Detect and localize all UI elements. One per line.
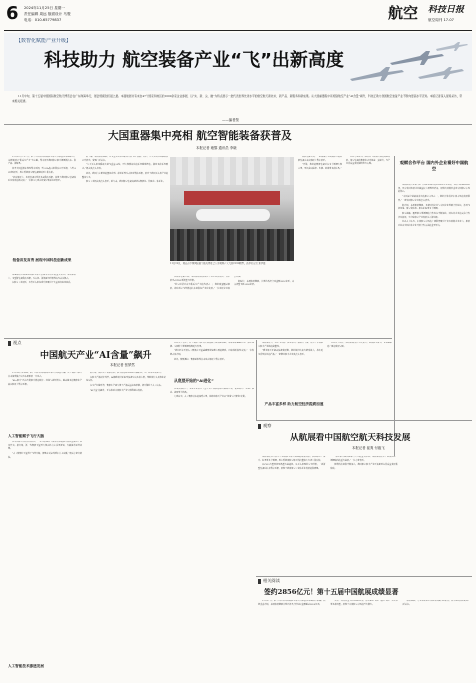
paragraph: “人工智能让卫星有了飞行大脑，能够在复杂环境中自主决策。”相关专家介绍说。 — [8, 453, 82, 459]
lead-intro-text: 11月中旬，第十五届中国国际航空航天博览会在广东珠海举行，展会规模创历届之最。本届航展共有来自47个国家和地区的1000余家企业参展，以“实、新、尖、融”为特点展示一批代表世界先进水平的航空航天新技术、新产品、新服务和新成果。从大国重器集中亮相到航空产业“AI含量”飙升，科技正助力我国航空装备产业不断向更高水平迈进。本版记者深入现场采访，带来相关报道。 — [12, 94, 463, 103]
editor-line: 责任编辑 周远 版面设计 马骏 — [24, 12, 71, 16]
lead-divider — [4, 124, 472, 125]
paragraph: 航空工业相关负责人表示，近年来，我国航空装备加速迈向智能化、信息化、体系化。 — [86, 181, 165, 184]
paragraph: 据了解，本次航展期间，有多型无人机亮相并开展飞行表演。其中，九天无人机母舰首次公开展示，受到广泛关注。 — [82, 156, 168, 162]
paragraph: 11月17日，第十五届中国国际航空航天博览会在珠海落下帷幕。据组委会介绍，本届航展期间共签订各类合作协议金额超过2856亿元。 — [258, 600, 326, 606]
lead-headline: 科技助力 航空装备产业“飞”出新高度 — [44, 50, 344, 71]
editor-note: ——编者按 — [222, 118, 239, 122]
story3-section-tag — [258, 423, 271, 429]
paragraph: “航空航天是国家综合实力的重要体现，本届航展展示了我国在这一领域取得的重大进展。”一位专家表示。 — [330, 456, 398, 462]
tag-text: 视点 — [13, 340, 22, 345]
paragraph: 11月12日至17日，第十五届中国国际航空航天博览会在珠海举行。本届航展以“新质生产力”为主题，集中展示我国航空航天领域新技术、新产品、新服务。 — [8, 156, 76, 166]
paragraph: “AI含量”的飙升，正在推动中国航天产业实现跨越式发展。 — [90, 389, 145, 392]
tag-marker — [258, 579, 261, 584]
tag-text: 观察 — [263, 423, 272, 428]
paragraph: 据介绍，依托人工智能技术，航天器的研制周期大幅缩短，生产效率显著提升。 — [90, 372, 163, 374]
story3-top-rule — [256, 420, 472, 421]
paragraph: “AI+航天”正在改变航天器的设计、制造与运行模式，越来越多的智能化产品在航展上集中亮相。 — [8, 380, 82, 387]
story1-column-3 — [170, 276, 294, 334]
story2-column-1 — [8, 372, 82, 432]
section-name: 航空 — [388, 4, 419, 22]
paragraph: 业内人士表示，人工智能与航天技术的融合将加速推进，未来将在遥感应用、深空探测、空间科学等领域发挥更大作用。 — [170, 342, 254, 348]
paragraph: 其中，成交各型飞机1000余架，涉及民用飞机、通用飞机、无人机等多种机型，展现了中国航空市场的巨大潜力。 — [330, 600, 398, 606]
lead-kicker: 【数智化赋能产业升级】 — [16, 38, 72, 44]
story4-section-tag — [258, 578, 280, 584]
story1-headline: 大国重器集中亮相 航空智能装备获普及 — [108, 130, 292, 142]
photo-caption — [170, 262, 294, 274]
paragraph: 此外，我国自主研制的翼龙系列、彩虹系列无人机也集体亮相，展示了我国无人机产业的整体实力。 — [82, 172, 168, 179]
paragraph: 各类大国重器在现场集中亮相，歼-35A战斗机首次公开亮相，与歼-20同场展示，标志着我国空军装备建设迈上新台阶。 — [8, 168, 76, 174]
story2-section-tag — [8, 340, 21, 346]
paragraph: “中国是全球最具活力的航空市场之一，我们非常看好中国市场的发展前景。”一家外国航空企业负责人表示。 — [398, 196, 470, 202]
story2-headline: 中国航天产业“AI含量”飙升 — [40, 351, 152, 361]
paragraph: 随着科技创新不断深入，我国航空航天产业正加速迈向高质量发展新阶段。 — [330, 464, 398, 471]
paragraph: 在本次航展上，多家企业展示了基于人工智能的航天解决方案，覆盖设计、制造、测试、运营等全链条。 — [170, 388, 254, 394]
story2-subheading-1: 人工智能赋予飞行大脑 — [8, 434, 44, 438]
masthead — [4, 3, 472, 29]
paper-name: 科技日报 — [428, 5, 465, 15]
tag-marker — [258, 424, 261, 429]
photo-banner — [184, 191, 280, 205]
story1-column-1 — [8, 156, 76, 256]
paragraph: 据统计，本届航展期间，共签约各类合同金额2856亿元，成交各型飞机1000余架。 — [234, 280, 294, 287]
sidebar-divider — [394, 156, 395, 456]
story2-box2-title — [258, 402, 330, 416]
subheading-text: 装备首发首秀 展现中国科技创新成果 — [12, 258, 72, 262]
paragraph: 据介绍，本届航展期间，多家国外企业与中国企业签署合作协议，涉及飞机制造、航空发动机、航电系统等多个领域。 — [398, 204, 470, 211]
paragraph: “九天无人机母舰最大起飞重量16吨，可实现模块化的任务载荷换装，满足多种任务需求。”相关负责人介绍。 — [82, 164, 168, 171]
page-number: 6 — [6, 3, 19, 24]
story2-right-divider — [256, 340, 257, 420]
plane-icon — [418, 67, 464, 79]
story1-column-2 — [82, 156, 168, 266]
story4-body — [258, 600, 470, 678]
plane-icon — [436, 42, 468, 51]
paragraph: 业内专家认为，随着人工智能技术的加速发展，航空装备的智能化水平将进一步提升，为产业高质量发展提供有力支撑。 — [346, 156, 390, 166]
story3-body — [258, 456, 470, 572]
story2-box-title: 从底层开始的“AI进化” — [174, 378, 214, 383]
paragraph: 11月12日在珠海，第十五届中国国际航空航天博览会开幕。人工智能与航天技术深度融合成为本届航展一大亮点。 — [8, 372, 82, 378]
story2-byline: 本报记者 张梦然 — [110, 363, 135, 367]
sidebar-body — [398, 184, 470, 456]
date-line: 2024年11月25日 星期一 — [24, 6, 65, 10]
story1-column-1b — [8, 274, 76, 334]
photo-crowd — [170, 229, 294, 261]
paragraph: 航展期间，专业观众和公众观众人数再创新高，各类论坛活动受到广泛关注。 — [402, 600, 470, 606]
paragraph: “我们正在开展人工智能在卫星遥感图像处理方面的研究，已取得阶段性成果。”一位科研人员介绍。 — [170, 350, 254, 357]
contact-line: 电话：010-65779837 — [24, 18, 62, 22]
sidebar-headline-text: 观赋合作平台 国内外企业看好中国航空 — [399, 160, 469, 172]
airshow-photo — [170, 157, 294, 261]
plane-icon — [390, 51, 444, 65]
story1-subheading — [8, 258, 76, 272]
paragraph: 专家认为，人工智能技术的深度应用，将推动航天产业从“制造”向“智造”转变。 — [174, 396, 247, 399]
story2-column-1b — [8, 441, 82, 659]
lead-intro — [12, 94, 464, 118]
story3-headline: 从航展看中国航空航天科技发展 — [290, 433, 411, 443]
photo-aircraft-model — [196, 209, 270, 221]
story1-bottom-rule — [4, 338, 392, 339]
paragraph: “目前，我们的智能装备已在多个领域实现应用，可以完成巡检、监测、救援等多种任务。” — [298, 164, 342, 171]
paragraph: 本届航展上，低空飞行器、商业航天产品种类丰富，展示了中国航空航天产业链的完整性。 — [258, 342, 323, 348]
paragraph: 业内人士认为，中国航空市场的广阔前景吸引了众多国际企业参与，航展已经成为国内外企业开展合作交流的重要平台。 — [398, 221, 470, 228]
caption-text: 11月12日，观众在中国国际航空航天博览会上参观国产大飞机C919模型。新华社记者 邓华摄 — [170, 262, 266, 265]
plane-icon — [350, 67, 404, 81]
paragraph: 本届航展充分展示了我国航空航天领域的最新成果，涵盖航空、航天、防务等多个领域，标志着我国航空航天科技整体实力迈上新台阶。 — [258, 456, 326, 462]
paragraph: 业内人士预计，随着政策支持力度加大，我国航空航天产业将迎来更广阔的发展空间。 — [327, 342, 392, 348]
photo-hall-roof — [170, 157, 294, 185]
page-code: 航空周刊 17-07 — [428, 18, 454, 22]
story4-top-rule — [256, 576, 472, 577]
paragraph: 在航天产品设计环节，AI辅助设计系统可快速生成多种方案，帮助设计人员优化结构布局。 — [86, 376, 166, 383]
aircraft-formation-illustration — [340, 39, 470, 87]
tag-text: 相关阅读 — [263, 578, 280, 583]
paragraph: 从C919大型客机到各型先进战机，从无人机到低空飞行器，一批新型装备和技术集中亮相，展现了我国航空工业体系化发展的新面貌。 — [258, 464, 326, 471]
paragraph: 智能装备方面，一批具备自主决策能力的智能装备在本次航展上集中展示。 — [298, 156, 342, 162]
paragraph: 在生产制造环节，智能生产线实现了产品质量在线检测，极大降低了人工成本。 — [90, 385, 163, 388]
paragraph: 此外，智能测控、智能运维等技术也在航展上集中展示。 — [174, 358, 226, 361]
story2-column-4 — [258, 342, 392, 398]
box-title-text: 产品丰富多样 助力航空经济提质加速 — [264, 402, 324, 406]
paragraph: “低空经济已成为新质生产力的代表之一，我们希望通过航展，推动低空飞行器的技术创新和产业化发展。”一位参展企业负责人说。 — [170, 276, 243, 291]
story4-headline: 签约2856亿元！第十五届中国航展成绩显著 — [264, 588, 399, 596]
paragraph: 本届航展共有来自47个国家和地区的1022家企业参展，参展飞机超过260架，其中外国参展企业数量较上届明显增加，展现出国际社会对中国航空市场的信心。 — [398, 184, 470, 194]
story2-column-3b — [170, 388, 254, 678]
story3-byline: 本报记者 崔爽 付毅飞 — [352, 446, 385, 450]
paragraph: 在智能装备方面，本届航展首次设置了低空经济展区，集中展示eVTOL等新型飞行器。 — [170, 276, 230, 282]
sidebar-headline — [398, 160, 470, 180]
story2-column-3 — [170, 342, 254, 374]
story2-column-2 — [86, 372, 166, 678]
story1-column-4 — [298, 156, 390, 336]
paragraph: “商业航天正迎来快速发展期，我们将持续加大研发投入，推出更多高性价比的产品。”一家商业航天企业负责人表示。 — [258, 350, 323, 357]
tag-marker — [8, 341, 11, 346]
paragraph: “此次航展上，参展装备中有很多是首次亮相，体现了我国航空装备体系化发展的新成果。”一位航空专家在接受记者采访时表示。 — [8, 176, 76, 183]
paragraph: 航空运输、通用航空等领域的合作也在不断深化，国内外企业的交流合作持续拓展，为全球航空产业发展注入新动能。 — [398, 212, 470, 219]
story2-subheading-2: 人工智能技术渗透发展 — [8, 664, 44, 668]
lead-banner — [4, 33, 472, 91]
paragraph: 在中国航天科技集团展区，一系列搭载人工智能技术的航天器模型吸引了观众目光。据介绍，新一代智能卫星可实现在轨自主任务规划，大幅提升运行效率。 — [8, 441, 82, 451]
story1-byline: 本报记者 雍黎 通讯员 李晓 — [196, 146, 237, 150]
header-rule — [4, 30, 472, 31]
paragraph: 在航空工业展区，多款无人机和直升机吸引了大量观众驻足观看。 — [12, 282, 73, 285]
paragraph: 珠海航展历来是我国航空航天装备集中展示的重要窗口。本届航展上，多型新装备首次亮相，无人机、新能源飞行器等成为关注焦点。 — [8, 274, 76, 280]
